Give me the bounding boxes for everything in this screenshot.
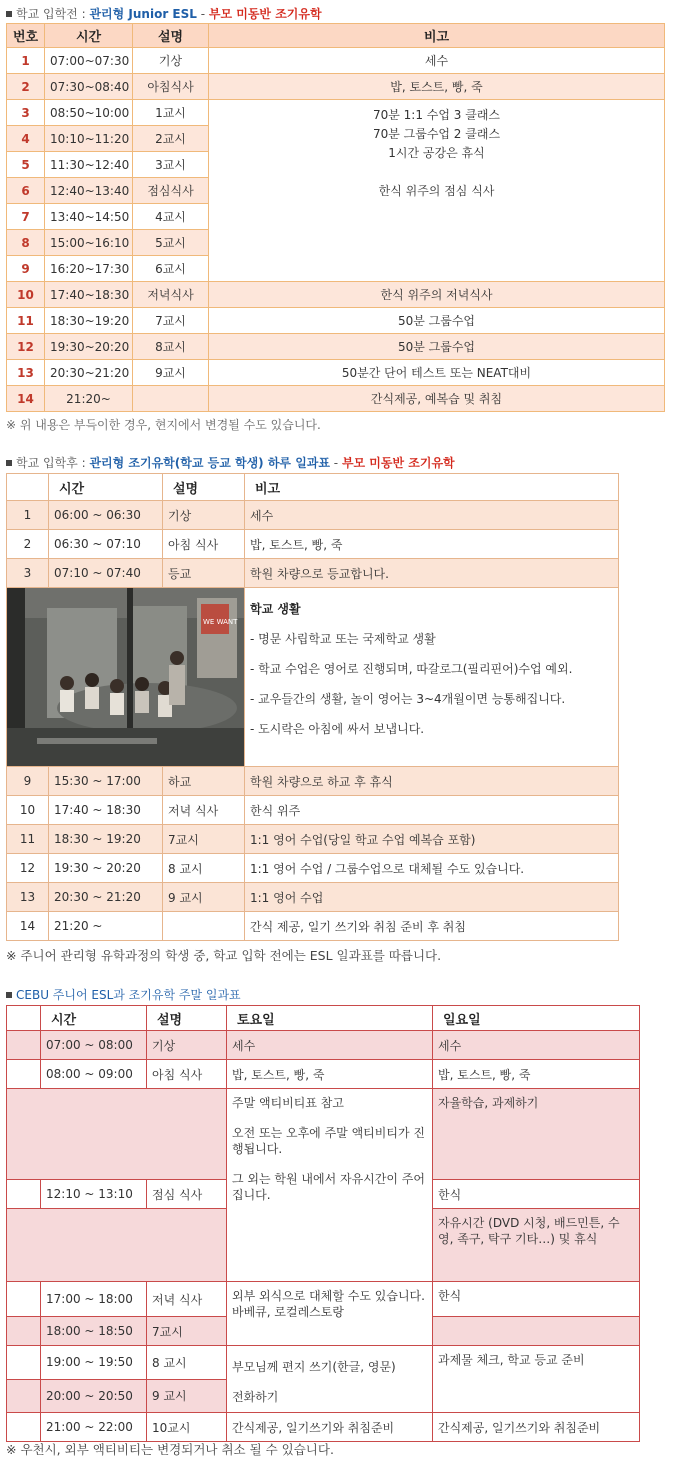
title-separator: - xyxy=(196,7,209,21)
school-life-item: - 학교 수업은 영어로 진행되며, 따갈로그(필리핀어)수업 예외. xyxy=(250,662,573,676)
classroom-photo xyxy=(7,588,245,767)
row-note: 한식 위주 xyxy=(245,796,619,825)
school-life-item: - 명문 사립학교 또는 국제학교 생활 xyxy=(250,632,436,646)
row-note: 50분 그룹수업 xyxy=(209,308,665,334)
row-time: 12:10 ~ 13:10 xyxy=(41,1180,147,1209)
section2-title xyxy=(6,454,455,471)
row-note: 밥, 토스트, 빵, 죽 xyxy=(209,74,665,100)
table-row xyxy=(7,1089,640,1180)
line-spacer xyxy=(232,1157,427,1171)
row-number: 13 xyxy=(7,360,45,386)
table-row xyxy=(7,360,665,386)
row-number: 14 xyxy=(7,912,49,941)
section1-footnote: ※ 위 내용은 부득이한 경우, 현지에서 변경될 수도 있습니다. xyxy=(6,418,321,432)
note-spacer xyxy=(214,163,659,182)
header-description: 설명 xyxy=(133,24,209,48)
row-time: 19:00 ~ 19:50 xyxy=(41,1346,147,1380)
row-time: 16:20~17:30 xyxy=(45,256,133,282)
row-number xyxy=(7,1413,41,1442)
row-number xyxy=(7,1031,41,1060)
row-time: 15:00~16:10 xyxy=(45,230,133,256)
row-description: 4교시 xyxy=(133,204,209,230)
title-program: 관리형 Junior ESL xyxy=(89,7,197,21)
note-line: 70분 그룹수업 2 클래스 xyxy=(372,127,501,141)
row-description: 9교시 xyxy=(133,360,209,386)
row-number xyxy=(7,1180,41,1209)
row-note: 간식제공, 예복습 및 취침 xyxy=(209,386,665,412)
table-row xyxy=(7,559,619,588)
bullet-square-icon xyxy=(6,992,12,998)
table-header-row xyxy=(7,1006,640,1031)
table-row xyxy=(7,912,619,941)
empty-block xyxy=(7,1089,227,1180)
saturday-line: 주말 액티비티표 참고 xyxy=(232,1096,344,1110)
row-time: 10:10~11:20 xyxy=(45,126,133,152)
row-number: 6 xyxy=(7,178,45,204)
row-description: 점심식사 xyxy=(133,178,209,204)
row-number: 8 xyxy=(7,230,45,256)
table-row xyxy=(7,334,665,360)
table-header-row xyxy=(7,474,619,501)
row-number: 5 xyxy=(7,152,45,178)
row-number: 3 xyxy=(7,100,45,126)
row-time: 17:40~18:30 xyxy=(45,282,133,308)
row-note: 학원 차량으로 등교합니다. xyxy=(245,559,619,588)
header-number: 번호 xyxy=(7,24,45,48)
row-description: 아침 식사 xyxy=(163,530,245,559)
header-note: 비고 xyxy=(245,474,619,501)
row-description: 아침식사 xyxy=(133,74,209,100)
row-description: 9 교시 xyxy=(163,883,245,912)
esl-daily-schedule-table xyxy=(6,23,665,412)
row-description: 6교시 xyxy=(133,256,209,282)
row-note: 1:1 영어 수업 / 그룹수업으로 대체될 수도 있습니다. xyxy=(245,854,619,883)
title-prefix: 학교 입학후 : xyxy=(16,456,90,470)
header-description: 설명 xyxy=(163,474,245,501)
row-time: 17:40 ~ 18:30 xyxy=(49,796,163,825)
row-description: 8 교시 xyxy=(147,1346,227,1380)
row-time: 17:00 ~ 18:00 xyxy=(41,1282,147,1317)
row-note: 세수 xyxy=(245,501,619,530)
title-type: 부모 미동반 조기유학 xyxy=(341,456,455,470)
row-description: 기상 xyxy=(163,501,245,530)
table-row xyxy=(7,282,665,308)
row-note: 학원 차량으로 하교 후 휴식 xyxy=(245,767,619,796)
row-number: 4 xyxy=(7,126,45,152)
row-number: 2 xyxy=(7,530,49,559)
row-number: 9 xyxy=(7,256,45,282)
row-number: 10 xyxy=(7,796,49,825)
section3-footnote: ※ 우천시, 외부 액티비티는 변경되거나 취소 될 수 있습니다. xyxy=(6,1442,334,1457)
table-row xyxy=(7,100,665,126)
empty-block xyxy=(7,1209,227,1282)
title-program: 관리형 조기유학(학교 등교 학생) 하루 일과표 xyxy=(89,456,330,470)
school-life-title: 학교 생활 xyxy=(250,602,301,616)
row-description: 8 교시 xyxy=(163,854,245,883)
header-number xyxy=(7,1006,41,1031)
row-description: 저녁 식사 xyxy=(163,796,245,825)
row-note: 밥, 토스트, 빵, 죽 xyxy=(245,530,619,559)
row-description: 아침 식사 xyxy=(147,1060,227,1089)
row-time: 08:50~10:00 xyxy=(45,100,133,126)
row-number: 2 xyxy=(7,74,45,100)
note-line: 한식 위주의 점심 식사 xyxy=(378,184,495,198)
row-time: 20:30 ~ 21:20 xyxy=(49,883,163,912)
row-time: 21:00 ~ 22:00 xyxy=(41,1413,147,1442)
row-description: 저녁식사 xyxy=(133,282,209,308)
sunday-self-study: 자율학습, 과제하기 xyxy=(433,1089,640,1180)
row-description: 7교시 xyxy=(133,308,209,334)
row-saturday: 세수 xyxy=(227,1031,433,1060)
row-number: 14 xyxy=(7,386,45,412)
table-row xyxy=(7,48,665,74)
title-separator: - xyxy=(329,456,342,470)
saturday-dinner: 외부 외식으로 대체할 수도 있습니다. 바베큐, 로컬레스토랑 xyxy=(227,1282,433,1346)
table-row xyxy=(7,1282,640,1317)
row-time: 07:00 ~ 08:00 xyxy=(41,1031,147,1060)
table-row xyxy=(7,767,619,796)
row-sunday: 한식 xyxy=(433,1282,640,1317)
classroom-photo-image xyxy=(7,588,245,766)
row-time: 19:30 ~ 20:20 xyxy=(49,854,163,883)
merged-class-note xyxy=(209,100,665,282)
row-description: 하교 xyxy=(163,767,245,796)
row-note: 1:1 영어 수업 xyxy=(245,883,619,912)
row-sunday: 간식제공, 일기쓰기와 취침준비 xyxy=(433,1413,640,1442)
title-prefix: 학교 입학전 : xyxy=(16,7,90,21)
row-description: 7교시 xyxy=(163,825,245,854)
row-description: 10교시 xyxy=(147,1413,227,1442)
table-row xyxy=(7,825,619,854)
sunday-homework-check: 과제물 체크, 학교 등교 준비 xyxy=(433,1346,640,1413)
table-row xyxy=(7,74,665,100)
row-time: 07:30~08:40 xyxy=(45,74,133,100)
row-description: 9 교시 xyxy=(147,1379,227,1413)
school-life-item: - 도시락은 아침에 싸서 보냅니다. xyxy=(250,722,425,736)
row-time: 15:30 ~ 17:00 xyxy=(49,767,163,796)
section2-footnote: ※ 주니어 관리형 유학과정의 학생 중, 학교 입학 전에는 ESL 일과표를 따릅니다. xyxy=(6,948,442,963)
row-number xyxy=(7,1317,41,1346)
row-description: 1교시 xyxy=(133,100,209,126)
saturday-line: 그 외는 학원 내에서 자유시간이 주어집니다. xyxy=(232,1172,425,1202)
row-description: 점심 식사 xyxy=(147,1180,227,1209)
section1-title xyxy=(6,5,322,22)
note-line: 1시간 공강은 휴식 xyxy=(388,146,485,160)
row-description: 기상 xyxy=(133,48,209,74)
saturday-call: 전화하기 xyxy=(232,1390,279,1404)
row-sunday: 밥, 토스트, 빵, 죽 xyxy=(433,1060,640,1089)
row-note: 50분간 단어 테스트 또는 NEAT대비 xyxy=(209,360,665,386)
row-number: 11 xyxy=(7,308,45,334)
header-saturday: 토요일 xyxy=(227,1006,433,1031)
row-time: 20:30~21:20 xyxy=(45,360,133,386)
title-type: 부모 미동반 조기유학 xyxy=(208,7,322,21)
row-description xyxy=(163,912,245,941)
table-row xyxy=(7,1413,640,1442)
row-number: 9 xyxy=(7,767,49,796)
row-time: 07:00~07:30 xyxy=(45,48,133,74)
table-row xyxy=(7,530,619,559)
row-time: 21:20 ~ xyxy=(49,912,163,941)
sunday-free-time: 자유시간 (DVD 시청, 배드민튼, 수영, 족구, 탁구 기타…) 및 휴식 xyxy=(433,1209,640,1282)
row-note: 한식 위주의 저녁식사 xyxy=(209,282,665,308)
row-number xyxy=(7,1282,41,1317)
table-row xyxy=(7,1346,640,1380)
saturday-letter-block xyxy=(227,1346,433,1413)
line-spacer xyxy=(232,1111,427,1125)
school-life-item: - 교우들간의 생활, 놀이 영어는 3~4개월이면 능통해집니다. xyxy=(250,692,566,706)
table-row xyxy=(7,386,665,412)
photo-sign-text: WE WANT xyxy=(203,618,238,626)
row-description: 등교 xyxy=(163,559,245,588)
row-time: 18:30~19:20 xyxy=(45,308,133,334)
row-number: 12 xyxy=(7,334,45,360)
saturday-letter: 부모님께 편지 쓰기(한글, 영문) xyxy=(232,1360,396,1374)
row-number: 1 xyxy=(7,48,45,74)
table-row xyxy=(7,1031,640,1060)
bullet-square-icon xyxy=(6,11,12,17)
header-time: 시간 xyxy=(41,1006,147,1031)
row-description: 8교시 xyxy=(133,334,209,360)
row-time: 21:20~ xyxy=(45,386,133,412)
table-row xyxy=(7,1060,640,1089)
row-description: 저녁 식사 xyxy=(147,1282,227,1317)
school-daily-schedule-table xyxy=(6,473,619,941)
section3-title xyxy=(6,986,241,1003)
row-description xyxy=(133,386,209,412)
school-life-row xyxy=(7,588,619,767)
row-time: 19:30~20:20 xyxy=(45,334,133,360)
row-saturday: 밥, 토스트, 빵, 죽 xyxy=(227,1060,433,1089)
row-time: 06:00 ~ 06:30 xyxy=(49,501,163,530)
row-description: 2교시 xyxy=(133,126,209,152)
note-line: 70분 1:1 수업 3 클래스 xyxy=(372,108,501,122)
saturday-line: 오전 또는 오후에 주말 액티비티가 진행됩니다. xyxy=(232,1126,425,1156)
table-header-row xyxy=(7,24,665,48)
weekend-schedule-table xyxy=(6,1005,640,1442)
table-row xyxy=(7,308,665,334)
row-note: 세수 xyxy=(209,48,665,74)
table-row xyxy=(7,883,619,912)
header-time: 시간 xyxy=(45,24,133,48)
row-time: 07:10 ~ 07:40 xyxy=(49,559,163,588)
row-sunday: 세수 xyxy=(433,1031,640,1060)
row-number: 10 xyxy=(7,282,45,308)
row-time: 18:00 ~ 18:50 xyxy=(41,1317,147,1346)
row-number: 13 xyxy=(7,883,49,912)
row-note: 50분 그룹수업 xyxy=(209,334,665,360)
row-sunday xyxy=(433,1317,640,1346)
row-number: 3 xyxy=(7,559,49,588)
school-life-description xyxy=(245,588,619,767)
row-description: 기상 xyxy=(147,1031,227,1060)
title-text: CEBU 주니어 ESL과 조기유학 주말 일과표 xyxy=(16,988,241,1002)
row-time: 18:30 ~ 19:20 xyxy=(49,825,163,854)
row-number xyxy=(7,1060,41,1089)
row-description: 7교시 xyxy=(147,1317,227,1346)
row-time: 06:30 ~ 07:10 xyxy=(49,530,163,559)
row-number: 1 xyxy=(7,501,49,530)
row-note: 1:1 영어 수업(당일 학교 수업 예복습 포함) xyxy=(245,825,619,854)
row-note: 간식 제공, 일기 쓰기와 취침 준비 후 취침 xyxy=(245,912,619,941)
header-description: 설명 xyxy=(147,1006,227,1031)
header-time: 시간 xyxy=(49,474,163,501)
saturday-activity-block xyxy=(227,1089,433,1282)
row-number: 7 xyxy=(7,204,45,230)
row-description: 5교시 xyxy=(133,230,209,256)
row-number: 11 xyxy=(7,825,49,854)
row-sunday: 한식 xyxy=(433,1180,640,1209)
row-time: 13:40~14:50 xyxy=(45,204,133,230)
row-number xyxy=(7,1379,41,1413)
header-note: 비고 xyxy=(209,24,665,48)
bullet-square-icon xyxy=(6,460,12,466)
row-number: 12 xyxy=(7,854,49,883)
row-time: 20:00 ~ 20:50 xyxy=(41,1379,147,1413)
table-row xyxy=(7,796,619,825)
header-sunday: 일요일 xyxy=(433,1006,640,1031)
table-row xyxy=(7,854,619,883)
row-number xyxy=(7,1346,41,1380)
row-time: 11:30~12:40 xyxy=(45,152,133,178)
row-description: 3교시 xyxy=(133,152,209,178)
row-time: 12:40~13:40 xyxy=(45,178,133,204)
header-number xyxy=(7,474,49,501)
row-saturday: 간식제공, 일기쓰기와 취침준비 xyxy=(227,1413,433,1442)
table-row xyxy=(7,501,619,530)
row-time: 08:00 ~ 09:00 xyxy=(41,1060,147,1089)
